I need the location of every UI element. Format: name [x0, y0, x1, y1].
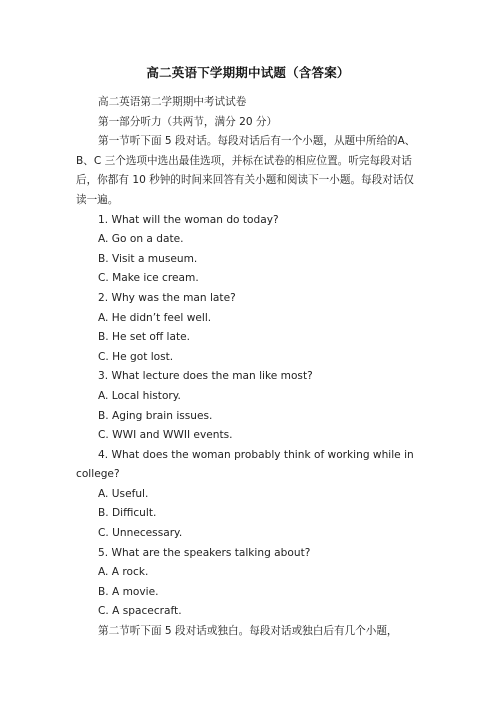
exam-heading: 高二英语第二学期期中考试试卷	[98, 96, 247, 108]
question-4: 4. What does the woman probably think of working while in college?	[76, 448, 414, 481]
section-heading-listening: 第一部分听力（共两节，满分 20 分）	[98, 115, 278, 128]
section-instructions-part2: 第二节听下面 5 段对话或独白。每段对话或独白后有几个小题，	[98, 625, 398, 638]
question-3-option-b: B. Aging brain issues.	[98, 409, 213, 422]
question-2-option-c: C. He got lost.	[98, 350, 174, 363]
question-5: 5. What are the speakers talking about?	[98, 546, 311, 559]
section-instructions-part1: 第一节听下面 5 段对话。每段对话后有一个小题，从题中所给的A、B、C 三个选项中选出最佳选项，并标在试卷的相应位置。听完每段对话后，你都有 10 秒钟的时间来回答有关小题和阅读下一小题。每段对话仅读一遍。	[76, 135, 416, 206]
question-1: 1. What will the woman do today?	[98, 213, 279, 226]
question-2-option-b: B. He set off late.	[98, 331, 191, 344]
document-body	[76, 93, 424, 642]
question-1-option-a: A. Go on a date.	[98, 233, 184, 246]
question-3-option-c: C. WWI and WWII events.	[98, 429, 233, 442]
question-4-option-a: A. Useful.	[98, 487, 149, 500]
question-3: 3. What lecture does the man like most?	[98, 370, 313, 383]
question-4-option-b: B. Difficult.	[98, 507, 157, 520]
question-5-option-b: B. A movie.	[98, 585, 159, 598]
question-1-option-b: B. Visit a museum.	[98, 252, 198, 265]
question-2-option-a: A. He didn’t feel well.	[98, 311, 212, 324]
document-title: 高二英语下学期期中试题（含答案）	[146, 65, 350, 80]
question-5-option-a: A. A rock.	[98, 566, 149, 579]
question-2: 2. Why was the man late?	[98, 291, 236, 304]
question-5-option-c: C. A spacecraft.	[98, 605, 182, 618]
question-4-option-c: C. Unnecessary.	[98, 527, 183, 540]
question-3-option-a: A. Local history.	[98, 389, 181, 402]
question-1-option-c: C. Make ice cream.	[98, 272, 199, 285]
